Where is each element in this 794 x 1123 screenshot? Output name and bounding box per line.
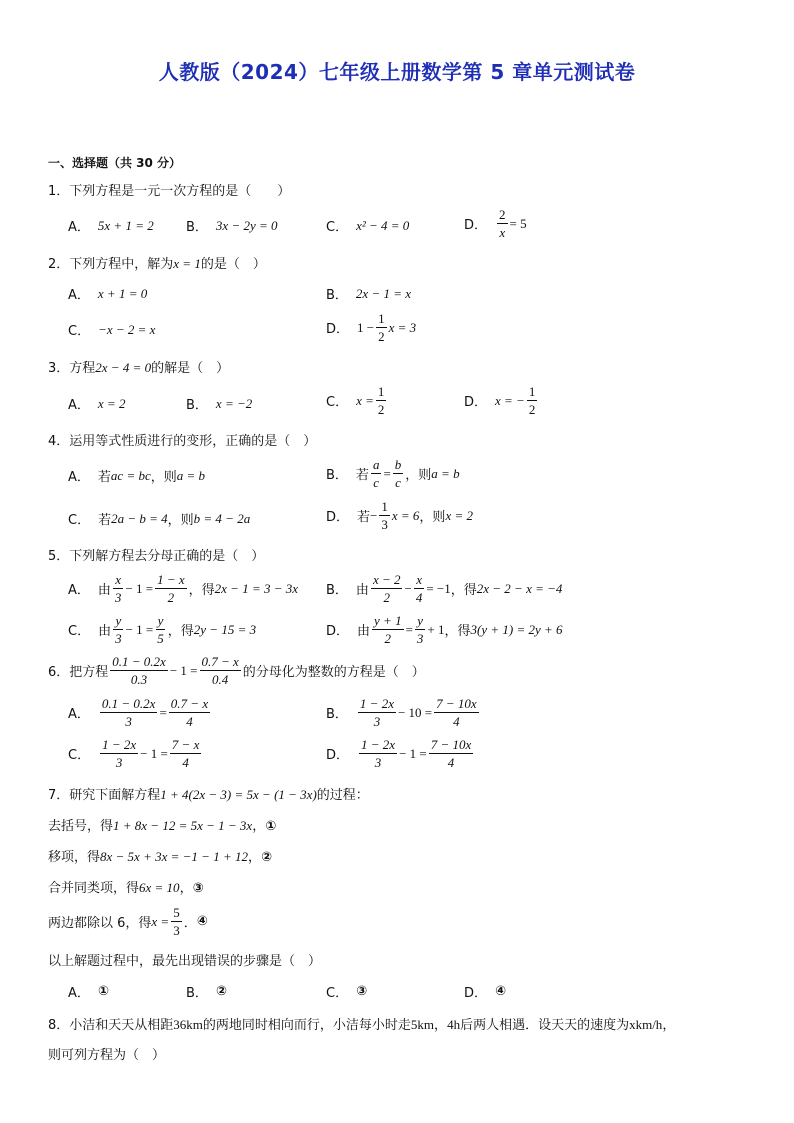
q4-option-d: D． 若 − $\frac{1}{3}$ x = 6 ，则 x = 2 (326, 499, 473, 532)
q1-option-a: A． 5x + 1 = 2 (68, 217, 154, 235)
q7-question: 以上解题过程中，最先出现错误的步骤是（ ） (48, 954, 322, 969)
q5-option-a: A． 由 $\frac{x}{3}$ − 1 = $\frac{1 - x}{2}$ ，得 2x − 1 = 3 − 3x (68, 572, 299, 605)
q5-option-d: D． 由 $\frac{y + 1}{2}$ = $\frac{y}{3}$ + 1 ，得 3(y + 1) = 2y + 6 (326, 613, 563, 646)
page-title: 人教版（2024）七年级上册数学第 5 章单元测试卷 (158, 60, 636, 84)
q2-option-c: C． −x − 2 = x (68, 321, 156, 339)
question-6-stem: 6．把方程 $\frac{0.1 - 0.2x}{0.3}$ − 1 = $\frac{0.7 - x}{0.4}$ 的分母化为整数的方程是（ ） (48, 654, 425, 687)
question-5-stem: 5．下列解方程去分母正确的是（ ） (48, 549, 265, 564)
q6-option-b: B． $\frac{1 - 2x}{3}$ − 10 = $\frac{7 - 10x}{4}$ (326, 696, 477, 729)
q2-option-d: D． 1 − $\frac{1}{2}$ x = 3 (326, 311, 417, 344)
q7-option-b: B． ② (186, 984, 227, 1001)
q3-option-a: A． x = 2 (68, 395, 126, 413)
q7-option-c: C． ③ (326, 984, 368, 1001)
q3-option-c: C． x = $\frac{1}{2}$ (326, 384, 385, 417)
question-3-stem: 3．方程2x − 4 = 0的解是（ ） (48, 360, 230, 376)
q6-option-d: D． $\frac{1 - 2x}{3}$ − 1 = $\frac{7 - 10x}{4}$ (326, 737, 472, 770)
q1-option-c: C． x² − 4 = 0 (326, 217, 410, 235)
q7-option-d: D． ④ (464, 984, 507, 1001)
q7-step-2: 移项，得8x − 5x + 3x = −1 − 1 + 12，② (48, 849, 272, 865)
q3-option-b: B． x = −2 (186, 395, 253, 413)
question-2-stem: 2．下列方程中，解为x = 1的是（ ） (48, 256, 266, 272)
q5-option-b: B． 由 $\frac{x - 2}{2}$ − $\frac{x}{4}$ = −1 ，得 2x − 2 − x = −4 (326, 572, 563, 605)
q6-option-c: C． $\frac{1 - 2x}{3}$ − 1 = $\frac{7 - x}{4}$ (68, 737, 200, 770)
q2-option-a: A． x + 1 = 0 (68, 285, 148, 303)
q4-option-a: A． 若 ac = bc ，则 a = b (68, 467, 206, 485)
q6-option-a: A． $\frac{0.1 - 0.2x}{3}$ = $\frac{0.7 - x}{4}$ (68, 696, 209, 729)
q7-step-1: 去括号，得1 + 8x − 12 = 5x − 1 − 3x，① (48, 818, 277, 834)
q7-step-4: 两边都除以 6，得 x = $\frac{5}{3}$ ． ④ (48, 905, 208, 938)
question-7-stem: 7．研究下面解方程1 + 4(2x − 3) = 5x − (1 − 3x)的过程： (48, 787, 369, 803)
q5-option-c: C． 由 $\frac{y}{3}$ − 1 = $\frac{y}{5}$ ，得 2y − 15 = 3 (68, 613, 257, 646)
section-heading: 一、选择题（共 30 分） (48, 156, 182, 170)
q2-option-b: B． 2x − 1 = x (326, 285, 412, 303)
question-8-stem: 8．小洁和天天从相距36km的两地同时相向而行，小洁每小时走5km，4h后两人相遇．设天天的速度为xkm/h， (48, 1017, 676, 1033)
question-1-stem: 1．下列方程是一元一次方程的是（ ） (48, 184, 291, 199)
question-4-stem: 4．运用等式性质进行的变形，正确的是（ ） (48, 434, 317, 449)
q1-option-d: D． $\frac{2}{x}$ = 5 (464, 207, 527, 240)
q4-option-c: C． 若 2a − b = 4 ，则 b = 4 − 2a (68, 510, 251, 528)
q1-option-b: B． 3x − 2y = 0 (186, 217, 278, 235)
q4-option-b: B． 若 $\frac{a}{c}$ = $\frac{b}{c}$ ，则 a = b (326, 457, 460, 490)
q7-step-3: 合并同类项，得6x = 10，③ (48, 880, 204, 896)
question-8-stem-line-2: 则可列方程为（ ） (48, 1048, 166, 1063)
q3-option-d: D． x = − $\frac{1}{2}$ (464, 384, 536, 417)
q7-option-a: A． ① (68, 984, 109, 1001)
